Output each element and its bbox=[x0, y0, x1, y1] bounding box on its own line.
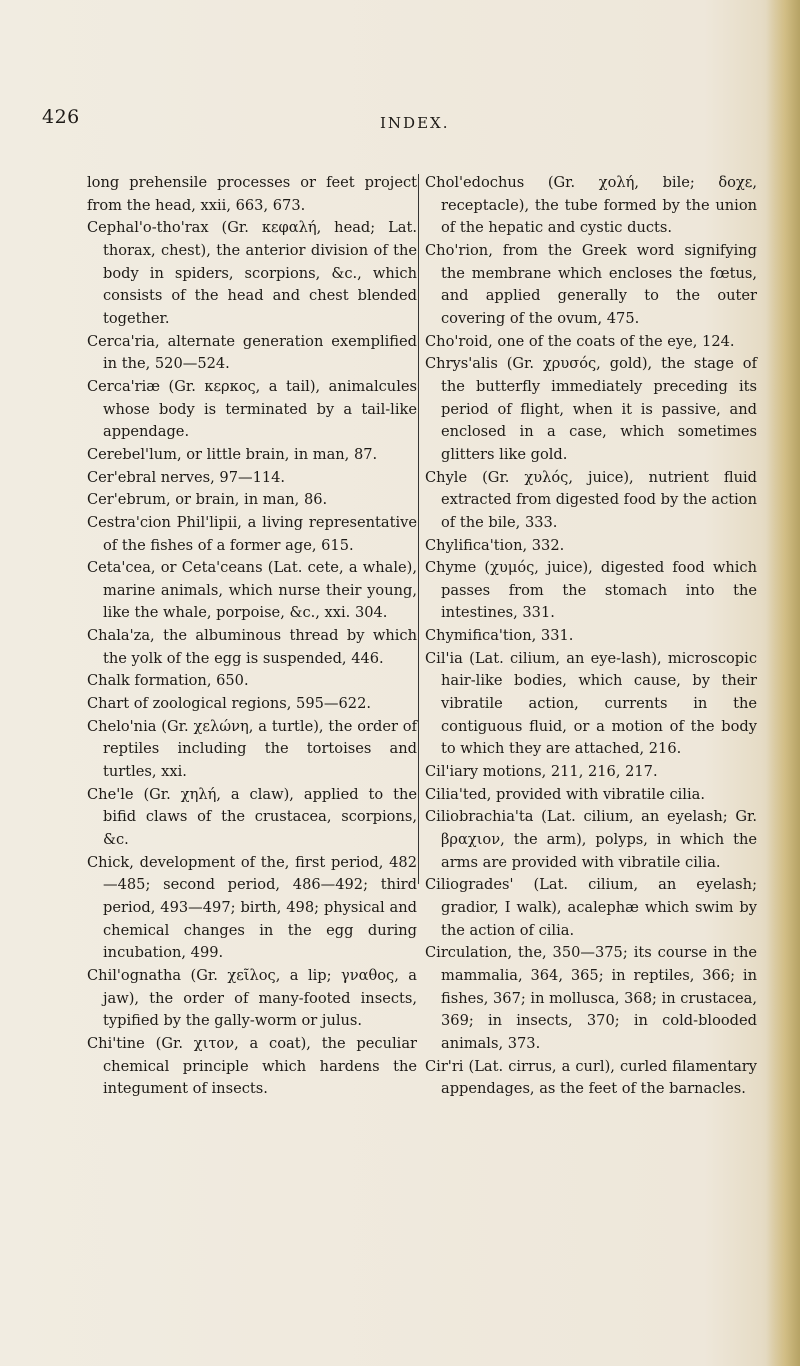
column-divider bbox=[418, 174, 419, 884]
index-entry: Ciliobrachia'ta (Lat. cilium, an eyelash; Gr. βραχιον, the arm), polyps, in which the arms are provided with vibratile cilia. bbox=[425, 808, 757, 871]
index-entry: Cho'rion, from the Greek word signifying the membrane which encloses the fœtus, and applied generally to the outer covering of the ovum, 475. bbox=[425, 241, 757, 327]
index-entry: Chick, development of the, first period, 482—485; second period, 486—492; third period, 493—497; birth, 498; physical and chemical changes in the egg during incubation, 499. bbox=[87, 853, 417, 962]
running-head: INDEX. bbox=[380, 114, 450, 132]
index-entry: Che'le (Gr. χηλή, a claw), applied to the bifid claws of the crustacea, scorpions, &c. bbox=[87, 785, 417, 849]
index-entry: Chylifica'tion, 332. bbox=[425, 536, 565, 554]
index-entry: Chelo'nia (Gr. χελώνη, a turtle), the order of reptiles including the tortoises and turtles, xxi. bbox=[87, 717, 417, 781]
right-column bbox=[425, 172, 757, 1101]
index-entry: Cer'ebrum, or brain, in man, 86. bbox=[87, 491, 328, 509]
index-entry: Cerca'ria, alternate generation exemplified in the, 520—524. bbox=[87, 332, 417, 373]
index-entry: Chi'tine (Gr. χιτον, a coat), the peculiar chemical principle which hardens the integument of insects. bbox=[87, 1034, 417, 1098]
page-edge-shadow bbox=[766, 0, 800, 1366]
index-entry: Ciliogrades' (Lat. cilium, an eyelash; gradior, I walk), acalephæ which swim by the action of cilia. bbox=[425, 876, 757, 939]
index-entry: Chol'edochus (Gr. χολή, bile; δοχε, receptacle), the tube formed by the union of the hepatic and cystic ducts. bbox=[425, 174, 757, 237]
index-entry: Cilia'ted, provided with vibratile cilia. bbox=[425, 785, 705, 803]
index-entry: Chymifica'tion, 331. bbox=[425, 627, 574, 645]
index-entry: Cerebel'lum, or little brain, in man, 87. bbox=[87, 445, 378, 463]
index-entry: Cestra'cion Phil'lipii, a living representative of the fishes of a former age, 615. bbox=[87, 513, 417, 554]
index-entry: Chrys'alis (Gr. χρυσός, gold), the stage of the butterfly immediately preceding its period of flight, when it is passive, and enclosed in a case, which sometimes glitters like gold. bbox=[425, 355, 757, 463]
index-entry: Cil'ia (Lat. cilium, an eye-lash), microscopic hair-like bodies, which cause, by their vibratile action, currents in the contiguous fluid, or a motion of the body to which they are attached, 216. bbox=[425, 649, 757, 758]
index-entry: Chil'ognatha (Gr. χεῖλος, a lip; γναθος, a jaw), the order of many-footed insects, typified by the gally-worm or julus. bbox=[87, 966, 417, 1030]
left-column bbox=[87, 172, 417, 1101]
index-entry: Cerca'riæ (Gr. κερκος, a tail), animalcules whose body is terminated by a tail-like appendage. bbox=[87, 377, 417, 441]
page-number: 426 bbox=[42, 106, 80, 128]
index-entry: Ceta'cea, or Ceta'ceans (Lat. cete, a whale), marine animals, which nurse their young, like the whale, porpoise, &c., xxi. 304. bbox=[87, 559, 417, 622]
index-entry: Chart of zoological regions, 595—622. bbox=[87, 695, 371, 713]
index-entry: Chyle (Gr. χυλός, juice), nutrient fluid extracted from digested food by the action of the bile, 333. bbox=[425, 468, 757, 531]
index-entry: long prehensile processes or feet project from the head, xxii, 663, 673. bbox=[87, 174, 417, 214]
index-entry: Cer'ebral nerves, 97—114. bbox=[87, 468, 286, 486]
index-entry: Chalk formation, 650. bbox=[87, 672, 249, 690]
index-entry: Cir'ri (Lat. cirrus, a curl), curled filamentary appendages, as the feet of the barnacles. bbox=[425, 1057, 757, 1098]
index-entry: Cephal'o-tho'rax (Gr. κεφαλή, head; Lat. thorax, chest), the anterior division of the body in spiders, scorpions, &c., which consists of the head and chest blended together. bbox=[87, 219, 417, 327]
index-entry: Cho'roid, one of the coats of the eye, 124. bbox=[425, 332, 735, 350]
index-entry: Chyme (χυμός, juice), digested food which passes from the stomach into the intestines, 331. bbox=[425, 559, 757, 622]
index-entry: Circulation, the, 350—375; its course in the mammalia, 364, 365; in reptiles, 366; in fishes, 367; in mollusca, 368; in crustacea, 369; in insects, 370; in cold-blooded animals, 373. bbox=[425, 944, 758, 1052]
index-entry: Chala'za, the albuminous thread by which the yolk of the egg is suspended, 446. bbox=[87, 627, 417, 667]
index-entry: Cil'iary motions, 211, 216, 217. bbox=[425, 763, 658, 781]
